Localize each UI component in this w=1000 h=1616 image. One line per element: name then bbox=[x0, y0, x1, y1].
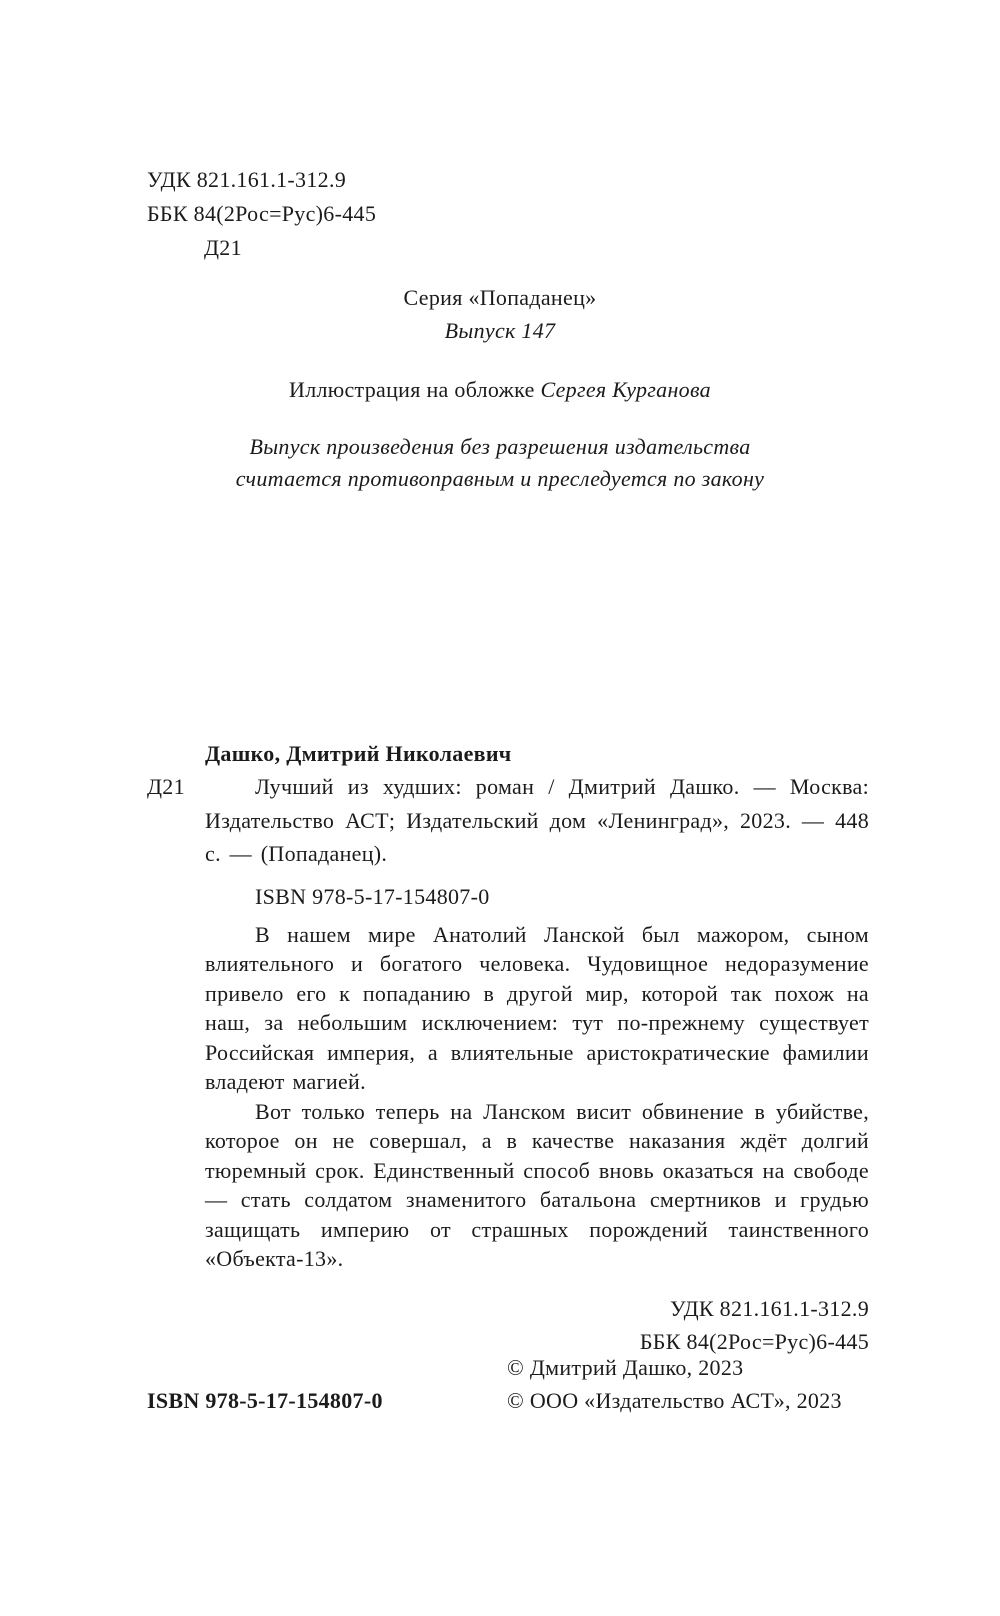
udk-code-bottom: УДК 821.161.1-312.9 bbox=[669, 1295, 869, 1321]
annotation-paragraph-1: В нашем мире Анатолий Ланской был мажором, сыном влиятельного и богатого человека. Чудовищное недоразумение привело его к попаданию в другой мир, которой так похож на наш, за небольшим исключением: тут по-прежнему существует Российская империя, а влиятельные аристократические фамилии владеют магией. bbox=[205, 921, 869, 1094]
annotation bbox=[205, 920, 869, 1274]
illustration-credit bbox=[0, 373, 1000, 406]
bibliographic-description: Лучший из худших: роман / Дмитрий Дашко. — Москва: Издательство АСТ; Издательский дом «Ленинград», 2023. — 448 с. — (Попаданец). bbox=[205, 774, 869, 866]
author-sign-code-top: Д21 bbox=[204, 235, 242, 260]
udk-code-top: УДК 821.161.1-312.9 bbox=[147, 167, 347, 192]
bibliographic-description-wrap bbox=[147, 770, 869, 871]
legal-notice bbox=[0, 431, 1000, 495]
bibliographic-block bbox=[147, 737, 869, 1358]
top-classification-codes bbox=[147, 163, 376, 265]
bbk-code-top: ББК 84(2Рос=Рус)6-445 bbox=[147, 201, 377, 226]
legal-notice-line-1: Выпуск произведения без разрешения издательства bbox=[249, 434, 751, 459]
series-title: Серия «Попаданец» bbox=[403, 285, 597, 310]
copyright-author: © Дмитрий Дашко, 2023 bbox=[507, 1355, 744, 1380]
annotation-paragraph-2: Вот только теперь на Ланском висит обвинение в убийстве, которое он не совершал, а в качестве наказания ждёт долгий тюремный срок. Единственный способ вновь оказаться на свободе — стать солдатом знаменитого батальона смертников и грудью защищать империю от страшных порождений таинственного «Объекта-13». bbox=[205, 1098, 869, 1271]
bottom-classification-codes bbox=[147, 1292, 869, 1358]
illustration-credit-prefix: Иллюстрация на обложке bbox=[289, 377, 541, 402]
author-sign-code-margin: Д21 bbox=[147, 774, 185, 799]
series-issue-number: Выпуск 147 bbox=[444, 318, 556, 343]
legal-notice-line-2: считается противоправным и преследуется по закону bbox=[235, 466, 765, 491]
isbn-bibliographic: ISBN 978-5-17-154807-0 bbox=[255, 883, 490, 909]
illustration-artist-name: Сергея Курганова bbox=[540, 377, 711, 402]
copyright-block bbox=[507, 1351, 842, 1417]
author-heading: Дашко, Дмитрий Николаевич bbox=[205, 741, 512, 766]
series-block bbox=[0, 281, 1000, 347]
copyright-publisher: © ООО «Издательство АСТ», 2023 bbox=[507, 1388, 842, 1413]
isbn-footer: ISBN 978-5-17-154807-0 bbox=[147, 1388, 383, 1413]
bbk-code-bottom: ББК 84(2Рос=Рус)6-445 bbox=[639, 1328, 869, 1354]
